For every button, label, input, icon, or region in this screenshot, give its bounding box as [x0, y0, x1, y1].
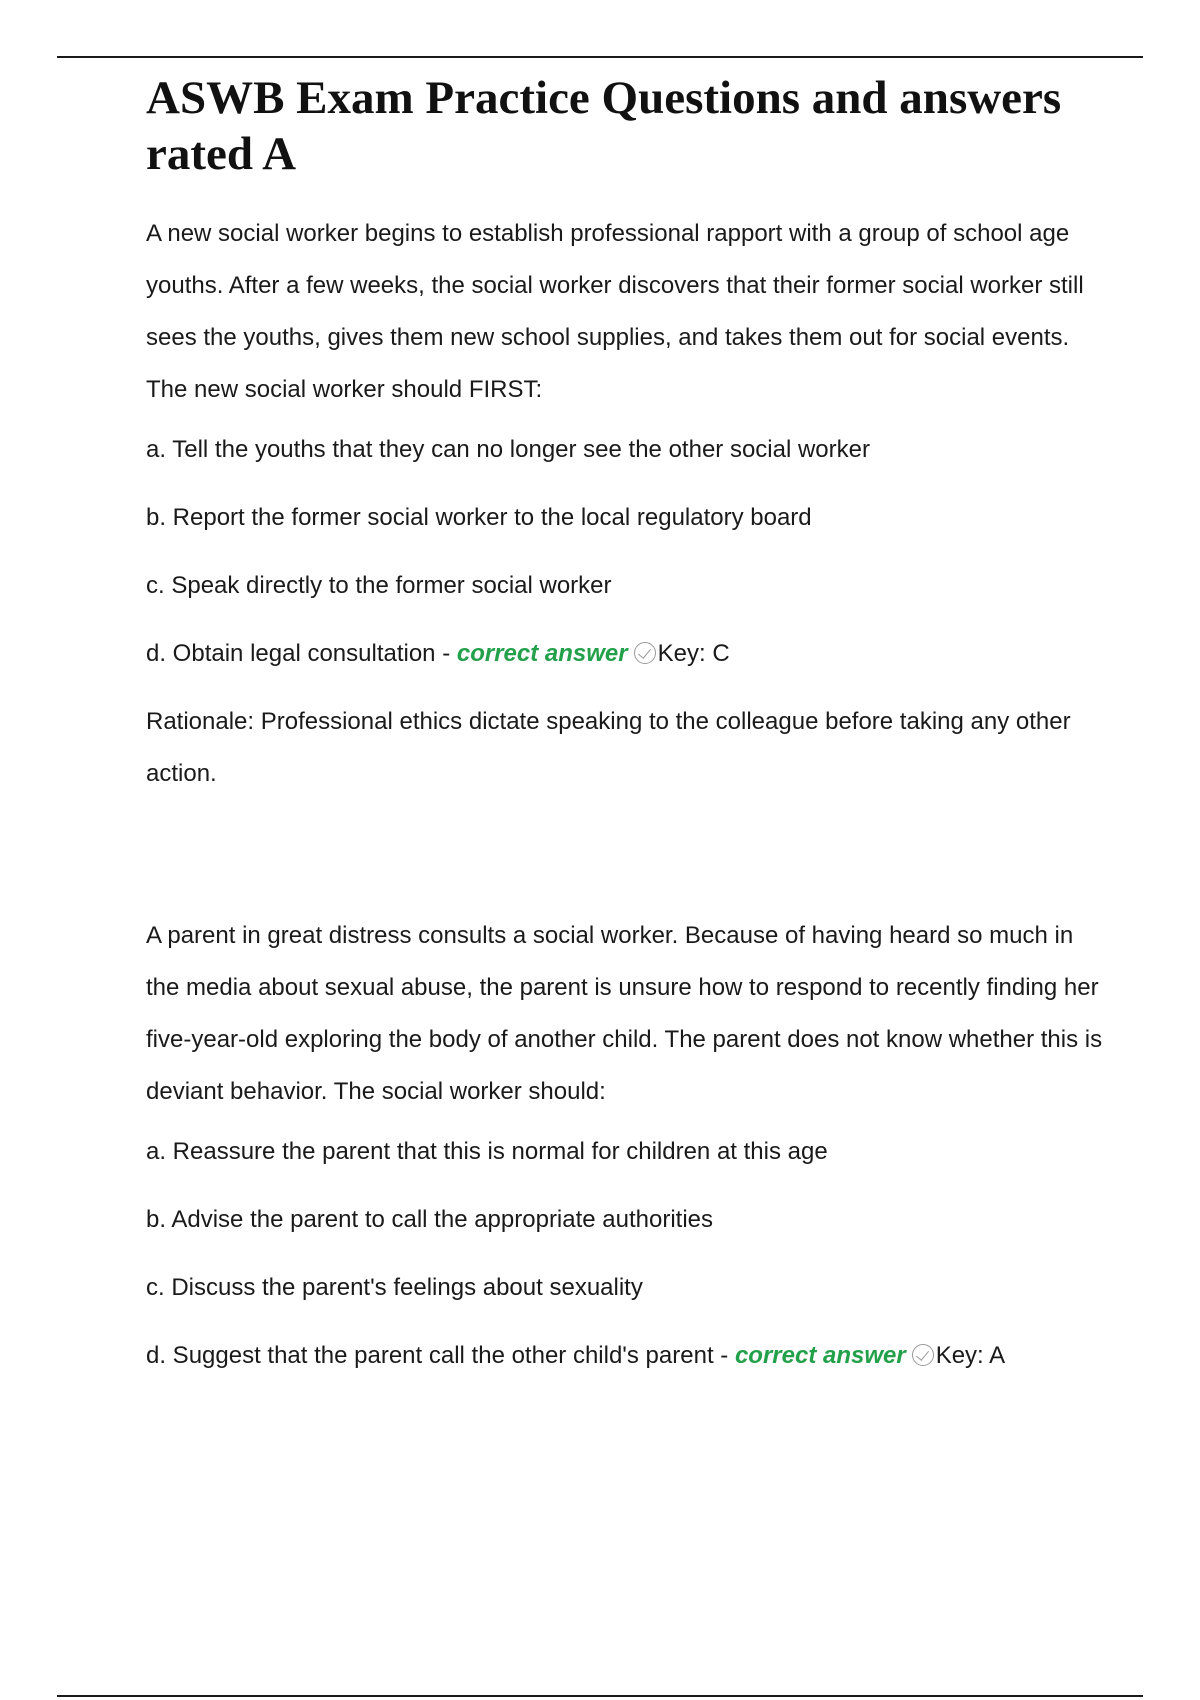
check-circle-icon: [912, 1344, 934, 1366]
question-stem: A new social worker begins to establish professional rapport with a group of school age youths. After a few weeks, the social worker discovers that their former social worker still sees the youths, gives them new school supplies, and takes them out for social events. The new social worker should FIRST:: [146, 220, 1084, 403]
correct-answer-label: correct answer: [456, 640, 628, 667]
document-body: [146, 70, 1106, 1398]
option-d-text: d. Obtain legal consultation -: [146, 640, 457, 667]
correct-answer-label: correct answer: [734, 1342, 906, 1369]
answer-key: Key: A: [935, 1342, 1006, 1369]
question-block-2: [146, 910, 1106, 1382]
bottom-rule: [57, 1695, 1143, 1697]
section-spacer: [146, 800, 1106, 910]
question-block-1: [146, 208, 1106, 800]
option-b: b. Report the former social worker to the local regulatory board: [146, 504, 812, 531]
rationale: Rationale: Professional ethics dictate speaking to the colleague before taking any other action.: [146, 708, 1071, 787]
top-rule: [57, 56, 1143, 58]
document-title: ASWB Exam Practice Questions and answers rated A: [146, 72, 1062, 180]
option-c: c. Discuss the parent's feelings about sexuality: [146, 1274, 643, 1301]
answer-key: Key: C: [657, 640, 730, 667]
check-circle-icon: [634, 642, 656, 664]
option-a: a. Tell the youths that they can no longer see the other social worker: [146, 436, 870, 463]
option-d: [146, 628, 1106, 680]
question-stem: A parent in great distress consults a social worker. Because of having heard so much in the media about sexual abuse, the parent is unsure how to respond to recently finding her five-year-old exploring the body of another child. The parent does not know whether this is deviant behavior. The social worker should:: [146, 922, 1103, 1105]
option-c: c. Speak directly to the former social worker: [146, 572, 612, 599]
option-b: b. Advise the parent to call the appropriate authorities: [146, 1206, 714, 1233]
option-a: a. Reassure the parent that this is normal for children at this age: [146, 1138, 828, 1165]
option-d: [146, 1330, 1106, 1382]
option-d-text: d. Suggest that the parent call the other child's parent -: [146, 1342, 735, 1369]
